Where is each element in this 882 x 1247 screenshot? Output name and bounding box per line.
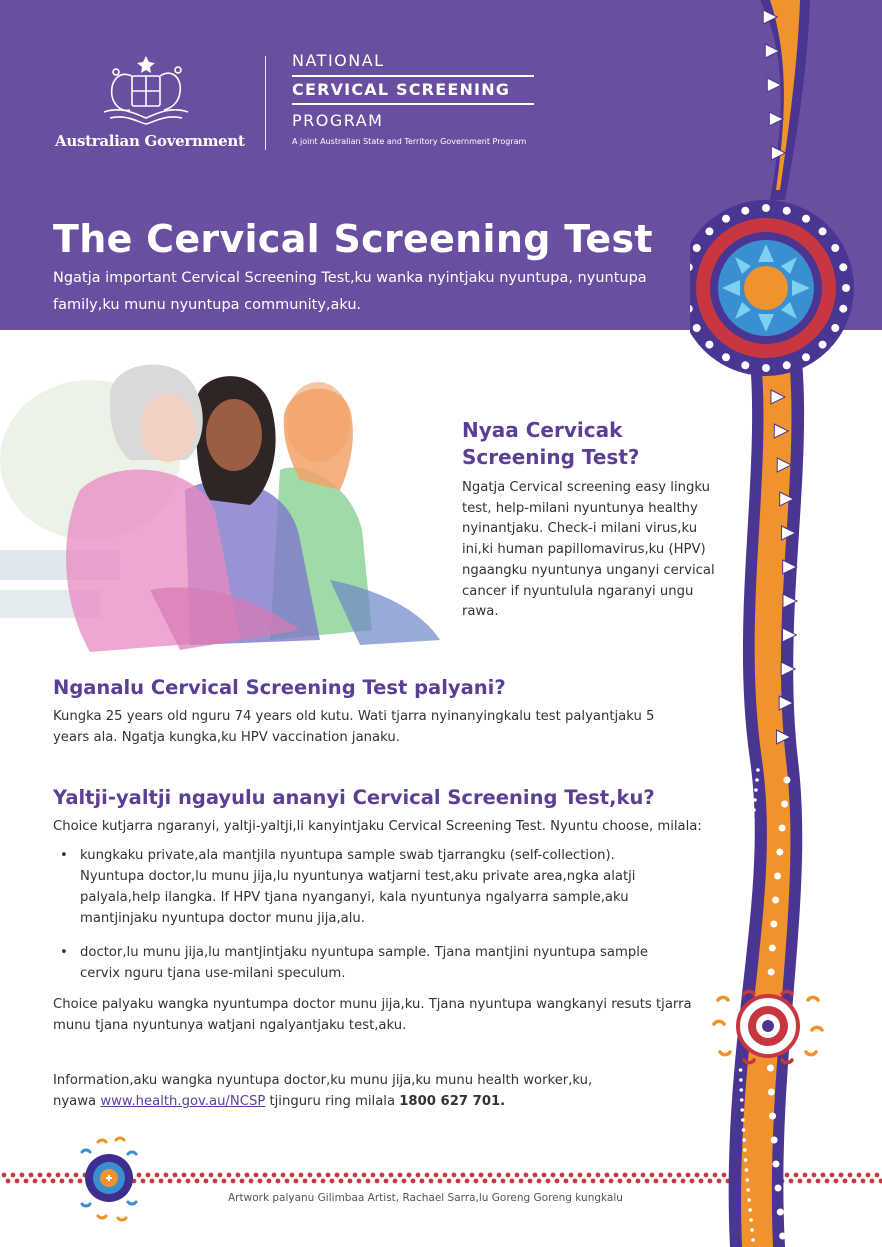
coat-of-arms-icon <box>96 52 196 128</box>
screening-options-list <box>60 845 680 997</box>
what-is-text: Ngatja Cervical screening easy lingku test, help-milani nyuntunya healthy nyinantjaku. Check-i milani virus,ku ini,ki human papillomavirus,ku (HPV) ngaangku nyuntunya unganyi cervical cancer if nyuntulula ngaranyi ungu rawa. <box>462 480 715 620</box>
intro-text: Ngatja important Cervical Screening Test,ku wanka nyintjaku nyuntupa, nyuntupa family,ku munu nyuntupa community,aku. <box>53 270 647 313</box>
who-text: Kungka 25 years old nguru 74 years old kutu. Wati tjarra nyinanyingkalu test palyantjaku 5 years ala. Ngatja kungka,ku HPV vaccination janaku. <box>53 709 655 745</box>
how-intro: Choice kutjarra ngaranyi, yaltji-yaltji,li kanyintjaku Cervical Screening Test. Nyuntu choose, milala: <box>53 819 702 834</box>
program-name-line2: CERVICAL SCREENING <box>292 80 511 99</box>
list-item: • doctor,lu munu jija,lu mantjintjaku nyuntupa sample. Tjana mantjini nyuntupa sample cervix nguru tjana use-milani speculum. <box>60 942 680 984</box>
government-name: Australian Government <box>55 132 245 150</box>
choice-note: Choice palyaku wangka nyuntumpa doctor munu jija,ku. Tjana nyuntupa wangkanyi resuts tjarra munu tjana nyuntunya watjani ngalyantjaku test,aku. <box>53 997 692 1033</box>
program-rule-bottom <box>292 103 534 105</box>
list-item: • kungkaku private,ala mantjila nyuntupa sample swab tjarrangku (self-collection). Nyuntupa doctor,lu munu jija,lu nyuntunya watjarni test,aku private area,ngka alatji palyala,help ilangka. If HPV tjana nyanganyi, kala nyuntunya ngalyarra sample,aku mantjinjaku nyuntupa doctor munu jija,alu. <box>60 845 680 929</box>
footer-motif-icon <box>76 1130 142 1226</box>
phone-number: 1800 627 701. <box>399 1094 506 1109</box>
program-name-line3: PROGRAM <box>292 111 384 130</box>
program-rule-top <box>292 75 534 77</box>
info-middle: tjinguru ring milala <box>265 1094 400 1109</box>
program-name-line1: NATIONAL <box>292 51 385 70</box>
program-subtitle: A joint Australian State and Territory Government Program <box>292 137 527 146</box>
three-women-illustration <box>0 340 450 660</box>
who-heading: Nganalu Cervical Screening Test palyani? <box>53 676 506 699</box>
info-line1: Information,aku wangka nyuntupa doctor,ku munu jija,ku munu health worker,ku, <box>53 1073 593 1088</box>
what-is-heading: Nyaa Cervicak Screening Test? <box>462 418 640 469</box>
aboriginal-artwork-ribbon <box>690 0 882 1247</box>
how-heading: Yaltji-yaltji ngayulu ananyi Cervical Screening Test,ku? <box>53 786 655 809</box>
ncsp-website-link[interactable]: www.health.gov.au/NCSP <box>100 1094 266 1109</box>
page-title: The Cervical Screening Test <box>53 217 653 261</box>
info-text <box>53 1070 693 1112</box>
artwork-credit: Artwork palyanu Gilimbaa Artist, Rachael Sarra,lu Goreng Goreng kungkalu <box>228 1192 623 1204</box>
info-prefix: nyawa <box>53 1094 101 1109</box>
header-divider <box>265 56 266 150</box>
